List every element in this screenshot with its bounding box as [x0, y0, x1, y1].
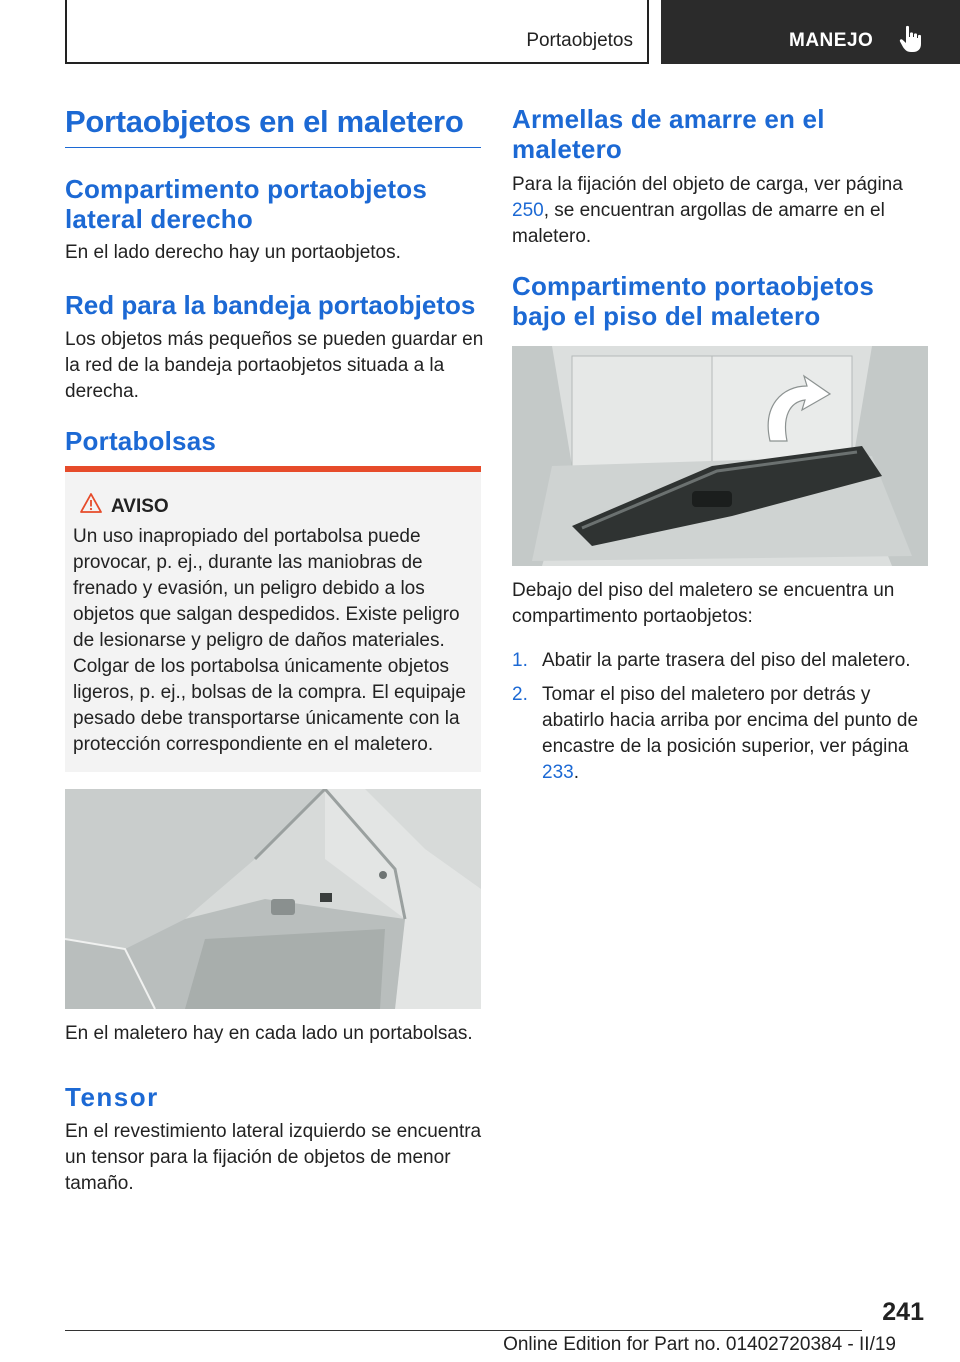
list-item — [512, 682, 932, 786]
header-section-tab — [65, 0, 649, 64]
list-item — [512, 648, 932, 674]
image-caption: Debajo del piso del maletero se encuentra un compartimento portaobjetos: — [512, 580, 895, 627]
warning-title: AVISO — [111, 496, 169, 517]
section-heading: Compartimento portaobjetos bajo el piso del maletero — [512, 271, 874, 331]
section-heading: Armellas de amarre en el maletero — [512, 104, 825, 164]
step-number: 2. — [512, 684, 528, 705]
header-chapter-title: MANEJO — [789, 30, 874, 51]
section-heading: Tensor — [65, 1082, 159, 1112]
underfloor-image — [512, 346, 928, 566]
section-underfloor-compartment — [512, 271, 932, 331]
warning-box — [65, 472, 481, 772]
section-text: Los objetos más pequeños se pueden guardar en la red de la bandeja portaobjetos situada a la derecha. — [65, 329, 484, 402]
footer-rule — [65, 1330, 862, 1331]
warning-text: Un uso inapropiado del portabolsa puede provocar, p. ej., durante las maniobras de frenado y evasión, un peligro debido a los objetos que salgan despedidos. Existe peligro de lesionarse y peligro de daños materiales. Colgar de los portabolsa únicamente objetos ligeros, p. ej., bolsas de la compra. El equipaje pesado debe transportarse únicamente con la protección correspondiente en el maletero. — [73, 526, 466, 755]
section-tray-net — [65, 290, 485, 405]
text-span: Para la fijación del objeto de carga, ver página — [512, 174, 903, 195]
text-span: , se encuentran argollas de amarre en el maletero. — [512, 200, 885, 247]
steps-list — [512, 648, 932, 794]
page-link[interactable]: 250 — [512, 200, 544, 221]
trunk-side-illustration — [65, 789, 481, 1009]
section-text: En el lado derecho hay un portaobjetos. — [65, 242, 401, 263]
step-number: 1. — [512, 650, 528, 671]
warning-triangle-icon — [80, 492, 102, 514]
section-bag-hooks — [65, 426, 485, 456]
section-heading: Compartimento portaobjetos lateral derecho — [65, 174, 427, 234]
header-section-title: Portaobjetos — [526, 30, 633, 51]
hand-pointer-icon — [899, 24, 925, 54]
page-link[interactable]: 233 — [542, 762, 574, 783]
section-heading: Red para la bandeja portaobjetos — [65, 290, 476, 320]
footer-edition: Online Edition for Part no. 01402720384 - II/19 — [503, 1334, 896, 1355]
section-text: En el revestimiento lateral izquierdo se encuentra un tensor para la fijación de objetos de menor tamaño. — [65, 1121, 482, 1194]
section-heading: Portabolsas — [65, 426, 217, 456]
section-text — [512, 172, 932, 250]
header-chapter-tab — [661, 0, 960, 64]
step-text: Tomar el piso del maletero por detrás y abatirlo hacia arriba por encima del punto de encastre de la posición superior, ver página — [542, 684, 919, 757]
section-side-compartment — [65, 174, 485, 266]
trunk-floor-illustration — [512, 346, 928, 566]
step-text-end: . — [573, 762, 579, 783]
image-caption: En el maletero hay en cada lado un portabolsas. — [65, 1023, 473, 1044]
page-number: 241 — [882, 1298, 924, 1326]
page-title: Portaobjetos en el maletero — [65, 104, 464, 139]
section-tensor — [65, 1082, 485, 1197]
step-text: Abatir la parte trasera del piso del maletero. — [542, 650, 911, 671]
section-tie-downs — [512, 104, 932, 250]
title-rule — [65, 147, 481, 148]
bag-hook-image — [65, 789, 481, 1009]
